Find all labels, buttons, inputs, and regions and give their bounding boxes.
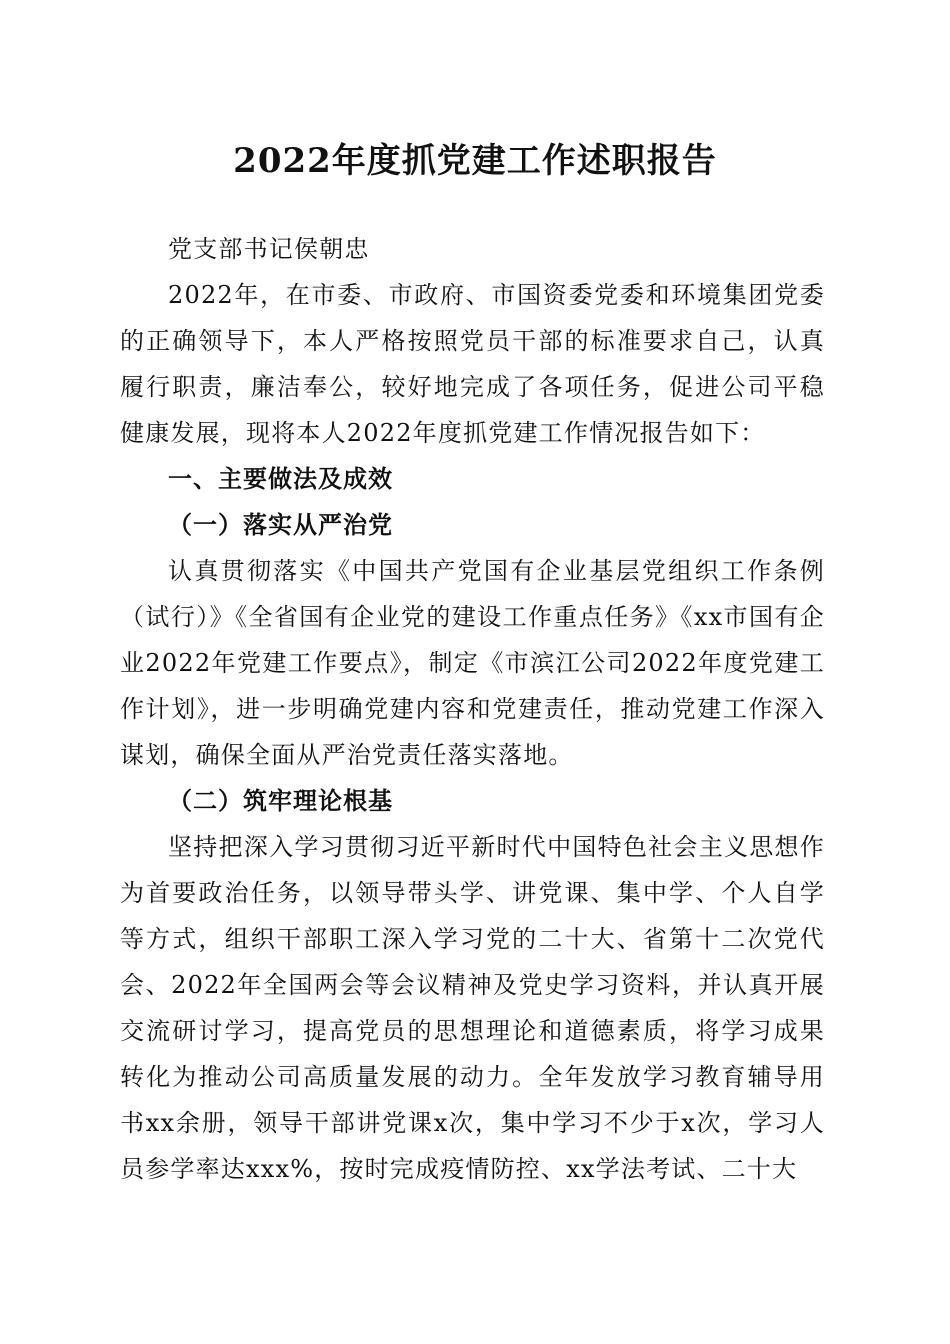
section-heading: 一、主要做法及成效	[168, 465, 393, 493]
subsection-paragraph: 认真贯彻落实《中国共产党国有企业基层党组织工作条例（试行）》《全省国有企业党的建设工作重点任务》《xx市国有企业2022年党建工作要点》，制定《市滨江公司2022年度党建工作计划》，进一步明确党建内容和党建责任，推动党建工作深入谋划，确保全面从严治党责任落实落地。	[120, 557, 825, 769]
document-title: 2022年度抓党建工作述职报告	[233, 141, 717, 181]
subsection-paragraph: 坚持把深入学习贯彻习近平新时代中国特色社会主义思想作为首要政治任务，以领导带头学、讲党课、集中学、个人自学等方式，组织干部职工深入学习党的二十大、省第十二次党代会、2022年全国两会等会议精神及党史学习资料，并认真开展交流研讨学习，提高党员的思想理论和道德素质，将学习成果转化为推动公司高质量发展的动力。全年发放学习教育辅导用书xx余册，领导干部讲党课x次，集中学习不少于x次，学习人员参学率达xxx%，按时完成疫情防控、xx学法考试、二十大	[120, 833, 825, 1183]
subsection-heading: （二）筑牢理论根基	[168, 786, 393, 815]
author-line: 党支部书记侯朝忠	[168, 235, 370, 263]
document-body	[120, 226, 825, 1192]
subsection-heading: （一）落实从严治党	[168, 510, 393, 539]
intro-paragraph: 2022年，在市委、市政府、市国资委党委和环境集团党委的正确领导下，本人严格按照党员干部的标准要求自己，认真履行职责，廉洁奉公，较好地完成了各项任务，促进公司平稳健康发展，现将本人2022年度抓党建工作情况报告如下：	[120, 281, 825, 447]
